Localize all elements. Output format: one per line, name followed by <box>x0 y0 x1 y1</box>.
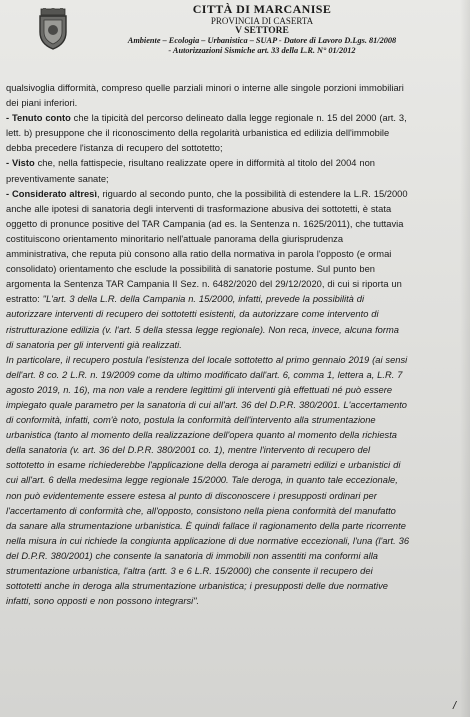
quoted-text: autorizzare interventi di recupero dei sottotetti esistenti, da autorizzare come intervento di <box>6 309 379 320</box>
body-text: amministrativa, che reputa più consono alla ratio della normativa in parola l'opposto (e ormai <box>6 249 392 260</box>
quoted-text: di conformità, infatti, com'è noto, postula la conformità dell'intervento alla strumentazione <box>6 415 376 426</box>
quoted-text: In particolare, il recupero postula l'esistenza del locale sottotetto al primo gennaio 2019 (ai sensi <box>6 354 408 365</box>
sector-name: V SETTORE <box>235 26 289 36</box>
text-line <box>6 338 456 353</box>
text-line <box>6 307 456 322</box>
text-line <box>6 353 456 368</box>
city-name: CITTÀ DI MARCANISE <box>192 2 332 16</box>
text-line <box>6 428 456 443</box>
province-name: PROVINCIA DI CASERTA <box>210 16 314 26</box>
body-text: preventivamente sanate; <box>6 173 109 184</box>
quoted-text: impiegato quale parametro per la sanatoria di cui all'art. 36 del D.P.R. 380/2001. L'accertamento <box>6 399 408 410</box>
text-line <box>6 504 456 519</box>
city-seal-emblem <box>36 8 70 50</box>
text-line <box>6 564 456 579</box>
text-line <box>6 413 456 428</box>
text-line <box>6 398 456 413</box>
body-text: consolidato) orientamento che esclude la possibilità di sanatorie postume. Sul punto ben <box>6 264 375 275</box>
body-text: costituiscono orientamento minoritario nell'attuale panorama della giurisprudenza <box>6 233 344 244</box>
quoted-text: sottotetti anche in deroga alla strumentazione urbanistica; i presupposti delle due normative <box>6 581 388 592</box>
body-text: debba precedere l'istanza di recupero del sottotetto; <box>6 143 223 154</box>
body-text: dei piani inferiori. <box>6 98 78 109</box>
quoted-text: sottotetto in esame richiederebbe l'applicazione della deroga ai parametri edilizi e urbanistici di <box>6 460 401 471</box>
letterhead <box>92 3 432 56</box>
scan-shadow <box>460 0 470 717</box>
text-line <box>6 383 456 398</box>
page-mark: / <box>452 700 456 712</box>
text-line <box>6 187 456 202</box>
text-line <box>6 489 456 504</box>
body-text: lett. b) presuppone che il riconoscimento della regolarità urbanistica ed edilizia dell'immobile <box>6 128 390 139</box>
quoted-text: agosto 2019, n. 16), ma non vale a rendere legittimi gli interventi già effettuati né può essere <box>6 384 393 395</box>
text-line <box>6 96 456 111</box>
text-line <box>6 232 456 247</box>
body-text: che la tipicità del percorso delineato dalla legge regionale n. 15 del 2000 (art. 3, <box>70 113 407 124</box>
text-line <box>6 247 456 262</box>
text-line <box>6 277 456 292</box>
text-line <box>6 368 456 383</box>
quoted-text: nella misura in cui richiede la congiunta applicazione di due normative eccezionali, l'una (l'art. 36 <box>6 535 410 546</box>
text-line <box>6 534 456 549</box>
quoted-text: da sanare alla strumentazione urbanistica. È quindi fallace il ragionamento della parte ricorrente <box>6 520 406 531</box>
body-text: argomenta la Sentenza TAR Campania II Sez. n. 6482/2020 del 29/12/2020, di cui si riporta un <box>6 279 402 290</box>
text-line <box>6 579 456 594</box>
text-line <box>6 202 456 217</box>
quoted-text: dell'art. 8 co. 2 L.R. n. 19/2009 come da ultimo modificato dall'art. 6, comma 1, lettera a, L.R. 7 <box>6 369 403 380</box>
text-line <box>6 458 456 473</box>
text-line <box>6 549 456 564</box>
quoted-text: cui all'art. 6 della medesima legge regionale 15/2000. Tale deroga, in quanto tale eccezionale, <box>6 475 398 486</box>
quoted-text: del D.P.R. 380/2001) che consente la sanatoria di immobili non assentiti ma conformi alla <box>6 550 378 561</box>
text-line <box>6 126 456 141</box>
text-line <box>6 262 456 277</box>
body-text: che, nella fattispecie, risultano realizzate opere in difformità al titolo del 2004 non <box>34 158 375 169</box>
text-line <box>6 81 456 96</box>
quoted-text: non può evidentemente essere estesa al punto di disconoscere i presupposti ordinari per <box>6 490 377 501</box>
quoted-text: "L'art. 3 della L.R. della Campania n. 15/2000, infatti, prevede la possibilità di <box>42 294 365 305</box>
document-body <box>6 81 456 609</box>
text-line <box>6 443 456 458</box>
body-text: estratto: <box>6 294 43 305</box>
body-text: qualsivoglia difformità, compreso quelle parziali minori o interne alle singole porzioni immobiliari <box>6 83 404 93</box>
text-line <box>6 292 456 307</box>
body-text: , riguardo al secondo punto, che la possibilità di estendere la L.R. 15/2000 <box>96 188 408 199</box>
sector-subtitle-1: Ambiente – Ecologia – Urbanistica – SUAP - Datore di Lavoro D.Lgs. 81/2008 <box>127 36 397 45</box>
quoted-text: strumentazione urbanistica, l'altra (artt. 3 e 6 L.R. 15/2000) che consente il recupero dei <box>6 566 373 576</box>
sector-subtitle-2: - Autorizzazioni Sismiche art. 33 della L.R. N° 01/2012 <box>168 46 356 55</box>
text-line <box>6 172 456 187</box>
text-line <box>6 111 456 126</box>
text-line <box>6 141 456 156</box>
text-line <box>6 473 456 488</box>
quoted-text: ristrutturazione edilizia (v. l'art. 5 della stessa legge regionale). Non reca, invece, alcuna forma <box>6 324 399 335</box>
quoted-text: infatti, sono opposti e non possono integrarsi". <box>6 596 200 607</box>
text-line <box>6 156 456 171</box>
quoted-text: urbanistica (tanto al momento della realizzazione dell'opera quanto al momento della richiesta <box>6 430 397 441</box>
bold-lead-text: - Visto <box>6 158 35 169</box>
body-text: oggetto di pronunce positive del TAR Campania (ad es. la Sentenza n. 1625/2011), che tuttavia <box>6 218 404 229</box>
text-line <box>6 323 456 338</box>
text-line <box>6 519 456 534</box>
quoted-text: l'accertamento di conformità che, all'opposto, consistono nella piena conformità del manufatto <box>6 505 396 516</box>
bold-lead-text: - Considerato altresì <box>6 188 97 199</box>
quoted-text: di sanatoria per gli interventi già realizzati. <box>6 339 182 350</box>
quoted-text: della sanatoria (v. art. 36 del D.P.R. 380/2001 co. 1), mentre l'intervento di recupero del <box>6 445 371 456</box>
text-line <box>6 217 456 232</box>
text-line <box>6 594 456 609</box>
bold-lead-text: - Tenuto conto <box>6 113 71 124</box>
body-text: anche alle ipotesi di sanatoria degli interventi di trasformazione abusiva dei sottotetti, è stata <box>6 203 392 214</box>
